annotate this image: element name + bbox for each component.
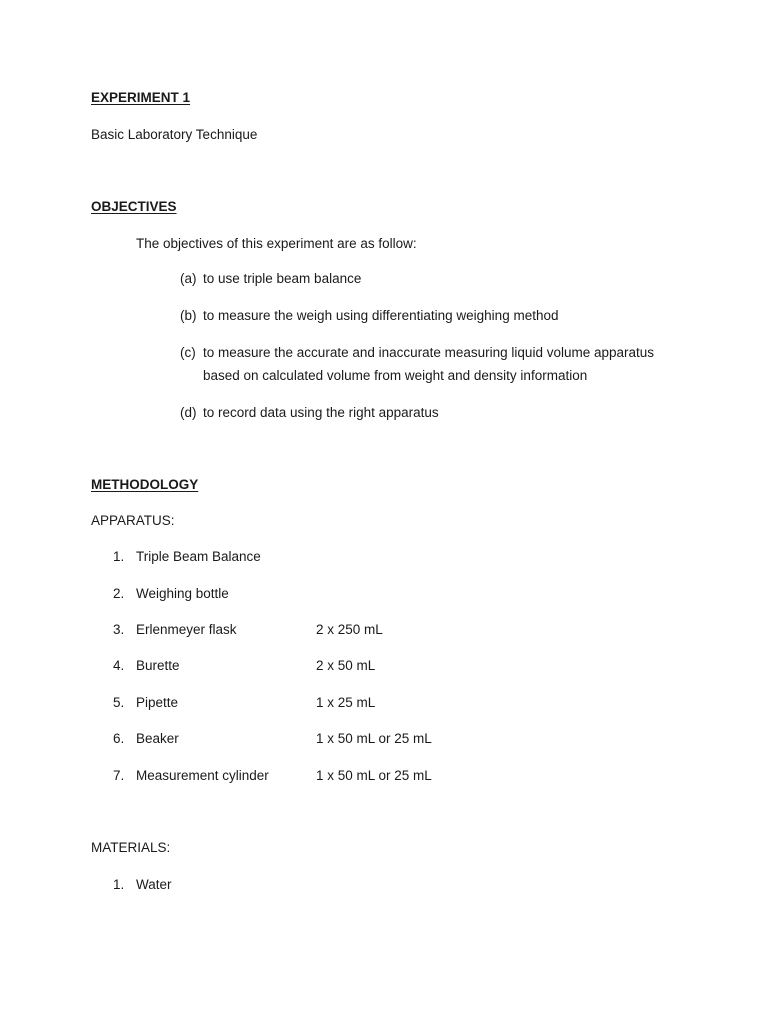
- apparatus-quantity: 2 x 250 mL: [316, 622, 383, 637]
- experiment-title: EXPERIMENT 1: [91, 90, 191, 105]
- apparatus-name: Triple Beam Balance: [136, 549, 261, 564]
- apparatus-name: Erlenmeyer flask: [136, 622, 237, 637]
- apparatus-name: Pipette: [136, 695, 179, 710]
- materials-label: MATERIALS:: [91, 840, 171, 855]
- objective-text: to record data using the right apparatus: [203, 405, 439, 420]
- list-number: 3.: [113, 622, 125, 637]
- objective-mark: (c): [180, 345, 196, 360]
- methodology-heading: METHODOLOGY: [91, 477, 199, 492]
- objective-mark: (a): [180, 271, 197, 286]
- objective-mark: (b): [180, 308, 197, 323]
- apparatus-quantity: 1 x 50 mL or 25 mL: [316, 768, 432, 783]
- objective-text: based on calculated volume from weight and density information: [203, 368, 588, 383]
- objectives-heading: OBJECTIVES: [91, 199, 177, 214]
- list-number: 2.: [113, 586, 125, 601]
- list-number: 1.: [113, 549, 125, 564]
- objective-text: to use triple beam balance: [203, 271, 362, 286]
- apparatus-name: Measurement cylinder: [136, 768, 269, 783]
- apparatus-label: APPARATUS:: [91, 513, 175, 528]
- objective-text: to measure the accurate and inaccurate measuring liquid volume apparatus: [203, 345, 655, 360]
- material-name: Water: [136, 877, 172, 892]
- list-number: 5.: [113, 695, 125, 710]
- list-number: 1.: [113, 877, 125, 892]
- list-number: 4.: [113, 658, 125, 673]
- objectives-intro: The objectives of this experiment are as follow:: [136, 236, 417, 251]
- list-number: 7.: [113, 768, 125, 783]
- apparatus-quantity: 1 x 50 mL or 25 mL: [316, 731, 432, 746]
- objective-text: to measure the weigh using differentiating weighing method: [203, 308, 559, 323]
- apparatus-name: Weighing bottle: [136, 586, 229, 601]
- apparatus-name: Beaker: [136, 731, 179, 746]
- apparatus-quantity: 2 x 50 mL: [316, 658, 376, 673]
- apparatus-quantity: 1 x 25 mL: [316, 695, 376, 710]
- experiment-subtitle: Basic Laboratory Technique: [91, 127, 258, 142]
- objective-mark: (d): [180, 405, 197, 420]
- list-number: 6.: [113, 731, 125, 746]
- apparatus-name: Burette: [136, 658, 180, 673]
